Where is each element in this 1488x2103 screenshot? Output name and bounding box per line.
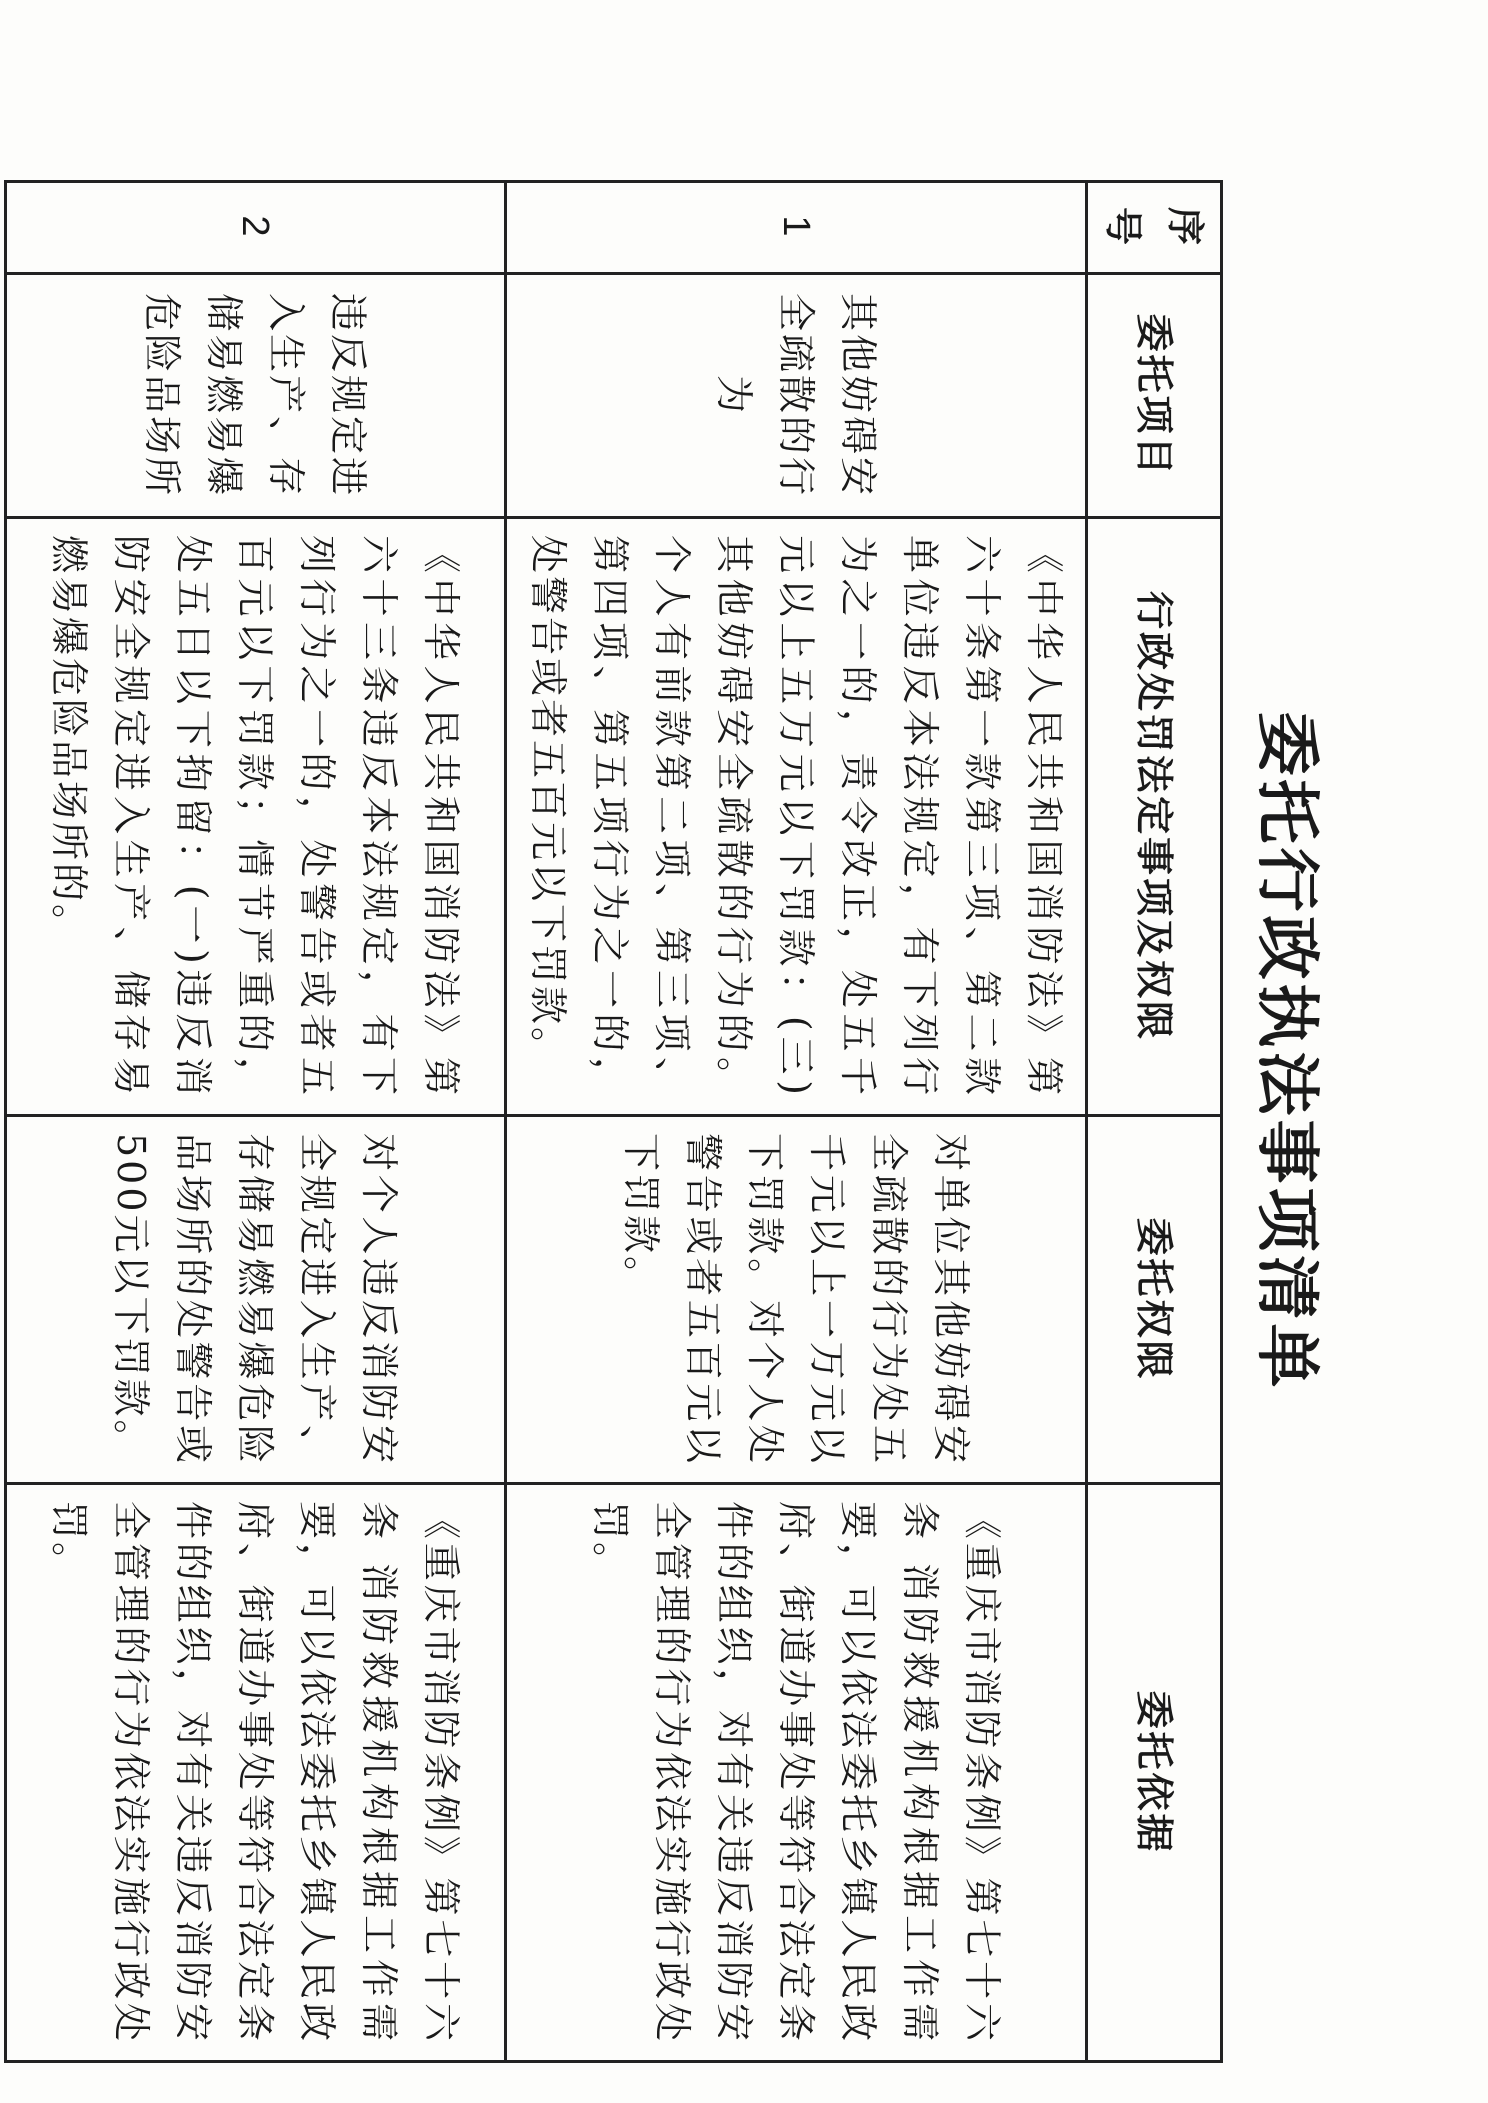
document-title: 委托行政执法事项清单 [1249,711,1324,1392]
header-seq: 序号 [1087,182,1222,274]
cell-seq: 1 [506,182,1087,274]
header-item: 委托项目 [1087,274,1222,518]
cell-item: 其他妨碍安全疏散的行为 [506,274,1087,518]
cell-scope: 对单位其他妨碍安全疏散的行为处五千元以上一万元以下罚款。对个人处警告或者五百元以下罚款。 [506,1116,1087,1484]
cell-item: 违反规定进入生产、存储易燃易爆危险品场所 [6,274,506,518]
table-row [506,182,1087,2062]
cell-legal: 《中华人民共和国消防法》第六十三条违反本法规定，有下列行为之一的，处警告或者五百元以下罚款；情节严重的，处五日以下拘留：(一)违反消防安全规定进入生产、储存易燃易爆危险品场所的。 [6,518,506,1116]
header-legal: 行政处罚法定事项及权限 [1087,518,1222,1116]
header-basis: 委托依据 [1087,1484,1222,2062]
delegation-table [4,180,1223,2063]
cell-legal: 《中华人民共和国消防法》第六十条第一款第三项、第二款 单位违反本法规定，有下列行为之一的，责令改正，处五千元以上五万元以下罚款：(三)其他妨碍安全疏散的行为的。个人有前款第二项、第三项、第四项、第五项行为之一的，处警告或者五百元以下罚款。 [506,518,1087,1116]
header-row [1087,182,1222,2062]
cell-scope: 对个人违反消防安全规定进入生产、存储易燃易爆危险品场所的处警告或500元以下罚款。 [6,1116,506,1484]
cell-seq: 2 [6,182,506,274]
cell-basis: 《重庆市消防条例》第七十六条 消防救援机构根据工作需要，可以依法委托乡镇人民政府、街道办事处等符合法定条件的组织，对有关违反消防安全管理的行为依法实施行政处罚。 [6,1484,506,2062]
header-scope: 委托权限 [1087,1116,1222,1484]
table-row [6,182,506,2062]
cell-basis: 《重庆市消防条例》第七十六条 消防救援机构根据工作需要，可以依法委托乡镇人民政府、街道办事处等符合法定条件的组织，对有关违反消防安全管理的行为依法实施行政处罚。 [506,1484,1087,2062]
